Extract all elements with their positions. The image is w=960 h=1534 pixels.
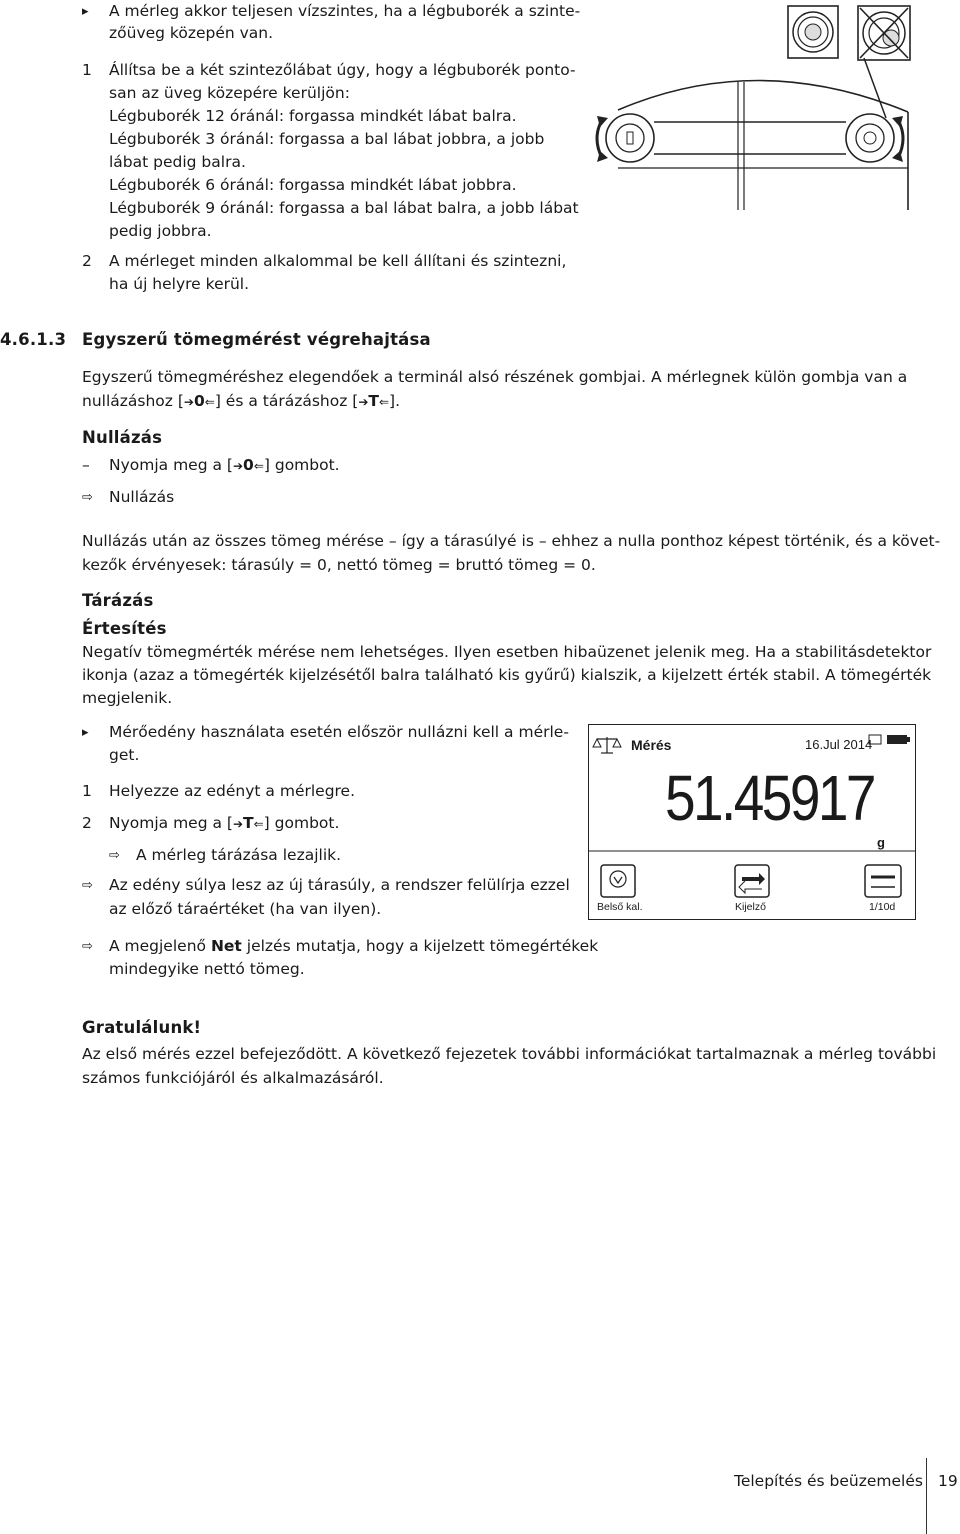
arrow-left-icon: ⇐ bbox=[204, 395, 215, 409]
step-text: Légbuborék 3 óránál: forgassa a bal lábat jobbra, a jobb bbox=[109, 130, 545, 148]
weight-unit: g bbox=[877, 835, 885, 850]
step-text: Nyomja meg a [➔0⇐] gombot. bbox=[109, 454, 340, 478]
arrow-left-icon: ⇐ bbox=[253, 817, 264, 831]
softkey-display-icon bbox=[735, 865, 769, 897]
subheading-nullazas: Nullázás bbox=[82, 428, 163, 447]
bullet-text: get. bbox=[109, 746, 140, 764]
triangle-bullet-icon: ▸ bbox=[82, 725, 89, 740]
intro-text: nullázáshoz [➔0⇐] és a tárázáshoz [➔T⇐]. bbox=[82, 390, 400, 414]
step-text: Légbuborék 9 óránál: forgassa a bal lábat balra, a jobb lábat bbox=[109, 199, 579, 217]
bullet-text: zőüveg közepén van. bbox=[109, 24, 274, 42]
step-text: ha új helyre kerül. bbox=[109, 275, 250, 293]
softkey-internal-calibration-icon bbox=[601, 865, 635, 897]
softkey-label: Kijelző bbox=[735, 901, 766, 913]
step-text: Légbuborék 6 óránál: forgassa mindkét lábat jobbra. bbox=[109, 176, 517, 194]
bubble-level-wrong-icon bbox=[858, 6, 910, 60]
step-text: Légbuborék 12 óránál: forgassa mindkét lábat balra. bbox=[109, 107, 517, 125]
hollow-arrow-icon: ⇨ bbox=[109, 848, 120, 863]
step-text: A mérleget minden alkalommal be kell állítani és szintezni, bbox=[109, 252, 567, 270]
bubble-level-ok-icon bbox=[788, 6, 838, 58]
hollow-arrow-icon: ⇨ bbox=[82, 490, 93, 505]
arrow-right-icon: ➔ bbox=[232, 459, 244, 473]
softkey-label: Belső kal. bbox=[597, 901, 643, 913]
intro-text: Egyszerű tömegméréshez elegendőek a terminál alsó részének gombjai. A mérlegnek külön gombja van a bbox=[82, 368, 908, 386]
section-title: Egyszerű tömegmérést végrehajtása bbox=[82, 330, 431, 349]
bullet-text: A mérleg akkor teljesen vízszintes, ha a légbuborék a szinte- bbox=[109, 2, 581, 20]
zero-key-label: 0 bbox=[243, 456, 254, 474]
right-leveling-foot-icon bbox=[846, 114, 903, 162]
note-heading: Értesítés bbox=[82, 619, 167, 638]
step-text: san az üveg közepére kerüljön: bbox=[109, 84, 350, 102]
result-text: A mérleg tárázása lezajlik. bbox=[136, 846, 342, 864]
triangle-bullet-icon: ▸ bbox=[82, 4, 89, 19]
subheading-tarazas: Tárázás bbox=[82, 591, 154, 610]
hollow-arrow-icon: ⇨ bbox=[82, 939, 93, 954]
zero-key-label: 0 bbox=[193, 392, 205, 410]
paragraph: kezők érvényesek: tárasúly = 0, nettó tömeg = bruttó tömeg = 0. bbox=[82, 556, 596, 574]
dash-marker: – bbox=[82, 456, 90, 474]
footer-chapter: Telepítés és beüzemelés bbox=[734, 1472, 923, 1490]
note-text: ikonja (azaz a tömegérték kijelzésétől balra található kis gyűrű) kialszik, a kijelzett érték stabil. A tömegérték bbox=[82, 666, 932, 684]
step-number: 2 bbox=[82, 252, 92, 270]
arrow-right-icon: ➔ bbox=[358, 395, 369, 409]
softkey-label: 1/10d bbox=[869, 901, 896, 913]
section-number: 4.6.1.3 bbox=[0, 330, 67, 349]
bullet-text: Mérőedény használata esetén először nullázni kell a mérle- bbox=[109, 723, 569, 741]
result-text: A megjelenő Net jelzés mutatja, hogy a kijelzett tömegértékek bbox=[109, 937, 599, 955]
page-number: 19 bbox=[938, 1472, 958, 1490]
paragraph: Nullázás után az összes tömeg mérése – így a tárasúlyé is – ehhez a nulla ponthoz képest történik, és a követ- bbox=[82, 532, 941, 550]
result-text: az előző táraértéket (ha van ilyen). bbox=[109, 900, 382, 918]
note-text: megjelenik. bbox=[82, 689, 173, 707]
display-title: Mérés bbox=[631, 737, 672, 753]
leveling-diagram bbox=[588, 0, 918, 215]
result-text: mindegyike nettó tömeg. bbox=[109, 960, 305, 978]
step-text: lábat pedig balra. bbox=[109, 153, 246, 171]
step-number: 2 bbox=[82, 814, 92, 832]
paragraph: számos funkciójáról és alkalmazásáról. bbox=[82, 1069, 384, 1087]
battery-icon bbox=[887, 735, 910, 744]
step-text: Állítsa be a két szintezőlábat úgy, hogy a légbuborék ponto- bbox=[109, 61, 576, 79]
arrow-right-icon: ➔ bbox=[232, 817, 244, 831]
display-date: 16.Jul 2014 bbox=[805, 737, 873, 752]
net-label: Net bbox=[210, 937, 242, 955]
softkey-readability-icon bbox=[865, 865, 901, 897]
tare-key-label: T bbox=[243, 814, 254, 832]
balance-icon bbox=[593, 737, 621, 753]
terminal-display bbox=[588, 724, 916, 920]
left-leveling-foot-icon bbox=[597, 114, 654, 162]
tare-key-label: T bbox=[368, 392, 379, 410]
weight-value: 51.45917 bbox=[665, 762, 874, 834]
step-text: Nyomja meg a [➔T⇐] gombot. bbox=[109, 812, 339, 836]
arrow-left-icon: ⇐ bbox=[253, 459, 264, 473]
hollow-arrow-icon: ⇨ bbox=[82, 878, 93, 893]
paragraph: Az első mérés ezzel befejeződött. A következő fejezetek további információkat tartalmaznak a mérleg további bbox=[82, 1045, 937, 1063]
note-text: Negatív tömegmérték mérése nem lehetséges. Ilyen esetben hibaüzenet jelenik meg. Ha a stabilitásdetektor bbox=[82, 643, 932, 661]
footer-divider bbox=[926, 1458, 927, 1534]
step-number: 1 bbox=[82, 61, 92, 79]
step-text: pedig jobbra. bbox=[109, 222, 212, 240]
arrow-left-icon: ⇐ bbox=[378, 395, 390, 409]
congrats-heading: Gratulálunk! bbox=[82, 1018, 202, 1037]
step-text: Helyezze az edényt a mérlegre. bbox=[109, 782, 356, 800]
step-number: 1 bbox=[82, 782, 92, 800]
arrow-right-icon: ➔ bbox=[183, 395, 194, 409]
result-text: Az edény súlya lesz az új tárasúly, a rendszer felülírja ezzel bbox=[109, 876, 570, 894]
result-text: Nullázás bbox=[109, 488, 175, 506]
